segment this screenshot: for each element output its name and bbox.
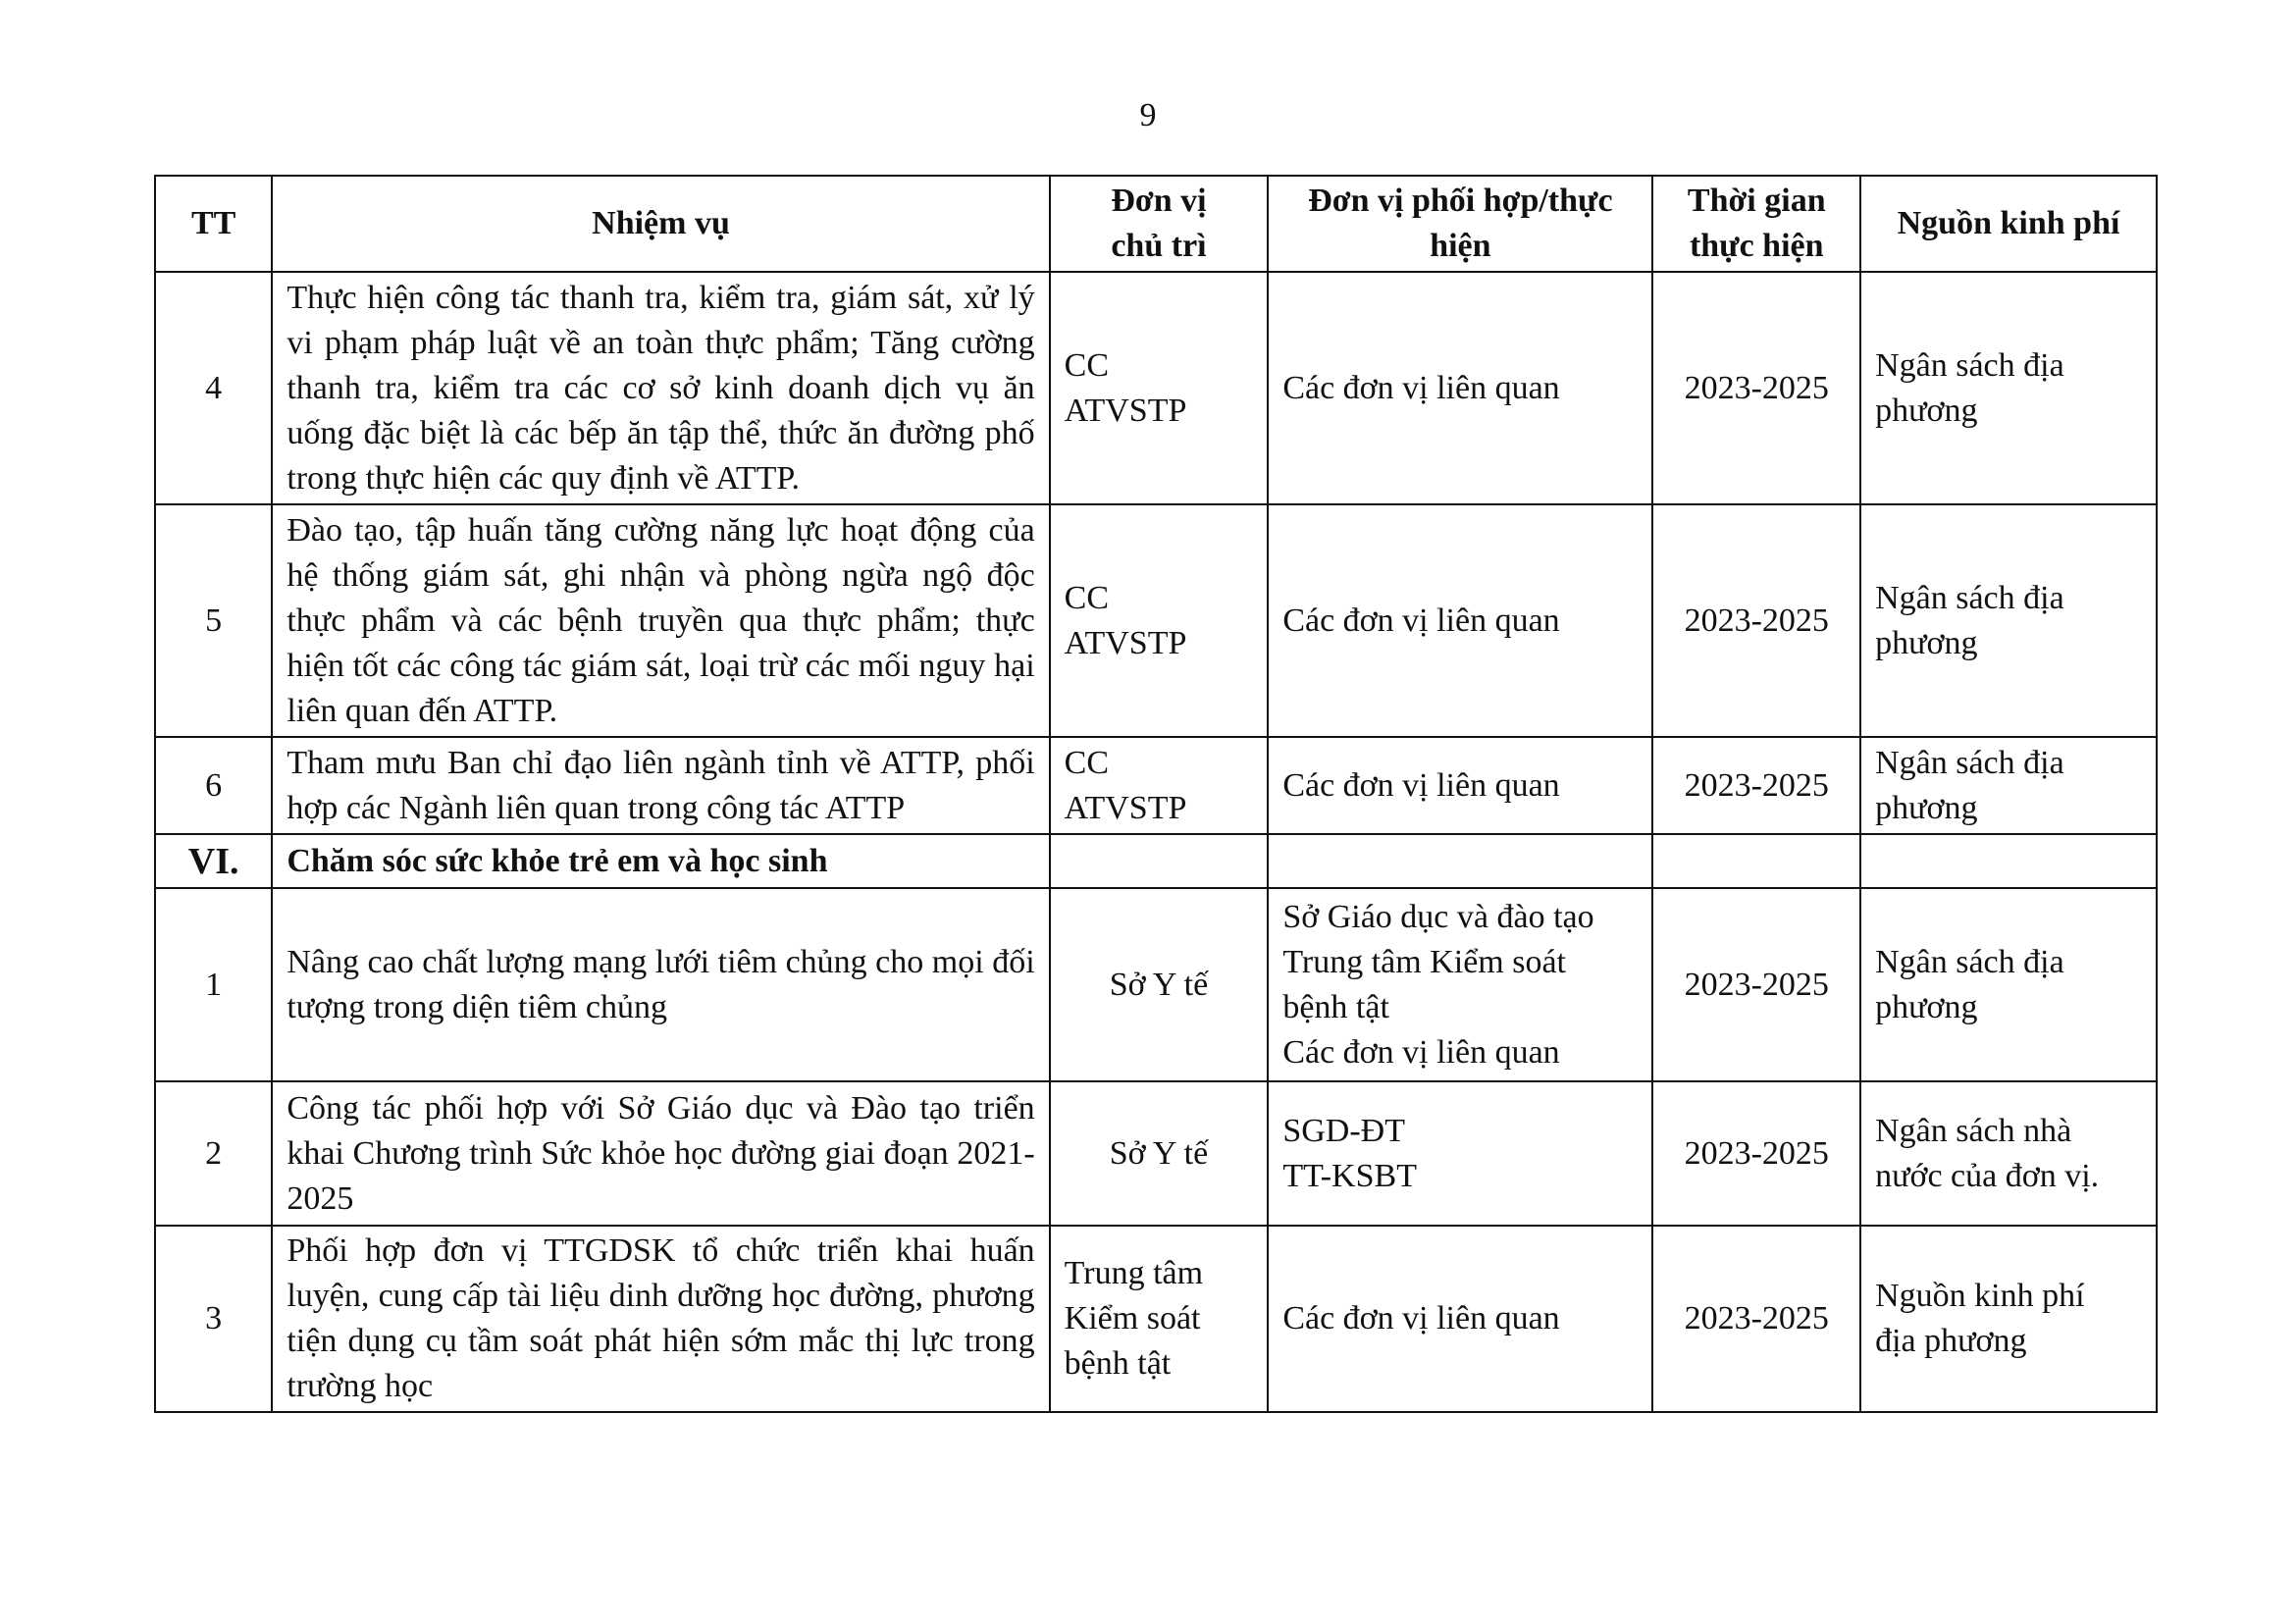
header-partner [1268,176,1652,272]
row-lead-line: Sở Y tế [1109,966,1209,1003]
row-lead [1050,1081,1269,1226]
header-lead [1050,176,1269,272]
row-lead-line: ATVSTP [1064,392,1187,429]
row-tt: 2 [155,1081,272,1226]
row-partner-line: TT-KSBT [1282,1157,1417,1194]
row-funding [1860,737,2157,834]
row-tt: 4 [155,272,272,504]
table-row [155,1081,2157,1226]
row-funding-line: phương [1875,392,1978,429]
row-lead [1050,737,1269,834]
empty-cell [1050,834,1269,888]
row-funding-line: nước của đơn vị. [1875,1157,2100,1194]
row-task: Công tác phối hợp với Sở Giáo dục và Đào tạo triển khai Chương trình Sức khỏe học đường giai đoạn 2021-2025 [272,1081,1049,1226]
row-partner-line: Sở Giáo dục và đào tạo [1282,898,1594,935]
row-lead-line: ATVSTP [1064,624,1187,661]
row-time: 2023-2025 [1652,272,1860,504]
row-lead [1050,1226,1269,1412]
row-partner-line: Các đơn vị liên quan [1282,766,1560,804]
row-lead-line: CC [1064,579,1110,616]
row-partner [1268,737,1652,834]
row-task: Tham mưu Ban chỉ đạo liên ngành tỉnh về ATTP, phối hợp các Ngành liên quan trong công tác ATTP [272,737,1049,834]
row-partner-line: Các đơn vị liên quan [1282,1033,1560,1071]
row-partner-line: bệnh tật [1282,988,1389,1025]
row-funding-line: Ngân sách địa [1875,579,2064,616]
header-partner-line: hiện [1430,228,1491,264]
header-partner-line: Đơn vị phối hợp/thực [1308,183,1613,219]
empty-cell [1860,834,2157,888]
row-partner-line: Các đơn vị liên quan [1282,602,1560,639]
section-row [155,834,2157,888]
row-lead [1050,888,1269,1081]
row-funding-line: địa phương [1875,1323,2027,1359]
row-funding [1860,1081,2157,1226]
row-partner [1268,504,1652,737]
row-partner [1268,272,1652,504]
row-partner-line: Các đơn vị liên quan [1282,369,1560,406]
row-funding [1860,272,2157,504]
header-tt: TT [155,176,272,272]
row-lead-line: bệnh tật [1064,1345,1172,1382]
row-funding-line: phương [1875,789,1978,826]
row-lead-line: CC [1064,744,1110,781]
row-tt: 3 [155,1226,272,1412]
row-task: Phối hợp đơn vị TTGDSK tổ chức triển khai huấn luyện, cung cấp tài liệu dinh dưỡng học đường, phương tiện dụng cụ tầm soát phát hiện sớm mắc thị lực trong trường học [272,1226,1049,1412]
row-partner-line: Trung tâm Kiểm soát [1282,943,1566,980]
row-lead-line: Sở Y tế [1109,1134,1209,1172]
row-funding-line: phương [1875,988,1978,1025]
row-lead [1050,272,1269,504]
table-row [155,504,2157,737]
row-tt: 1 [155,888,272,1081]
header-lead-line: chủ trì [1111,228,1207,264]
row-partner [1268,1226,1652,1412]
row-time: 2023-2025 [1652,504,1860,737]
row-time: 2023-2025 [1652,1081,1860,1226]
header-lead-line: Đơn vị [1111,183,1207,219]
row-funding-line: Ngân sách địa [1875,943,2064,980]
row-tt: 6 [155,737,272,834]
row-partner [1268,1081,1652,1226]
row-task: Thực hiện công tác thanh tra, kiểm tra, giám sát, xử lý vi phạm pháp luật về an toàn thực phẩm; Tăng cường thanh tra, kiểm tra các cơ sở kinh doanh dịch vụ ăn uống đặc biệt là các bếp ăn tập thể, thức ăn đường phố trong thực hiện các quy định về ATTP. [272,272,1049,504]
table-row [155,737,2157,834]
page-number: 9 [1139,97,1157,133]
header-row [155,176,2157,272]
row-lead [1050,504,1269,737]
header-task: Nhiệm vụ [272,176,1049,272]
row-funding [1860,504,2157,737]
row-partner-line: SGD-ĐT [1282,1112,1405,1149]
row-partner-line: Các đơn vị liên quan [1282,1300,1560,1336]
section-number: VI. [155,834,272,888]
row-task: Đào tạo, tập huấn tăng cường năng lực hoạt động của hệ thống giám sát, ghi nhận và phòng ngừa ngộ độc thực phẩm và các bệnh truyền qua thực phẩm; thực hiện tốt các công tác giám sát, loại trừ các mối nguy hại liên quan đến ATTP. [272,504,1049,737]
header-time-line: Thời gian [1687,183,1826,219]
row-tt: 5 [155,504,272,737]
section-title: Chăm sóc sức khỏe trẻ em và học sinh [272,834,1049,888]
row-lead-line: CC [1064,346,1110,384]
row-time: 2023-2025 [1652,1226,1860,1412]
row-funding-line: Ngân sách nhà [1875,1112,2072,1149]
row-task: Nâng cao chất lượng mạng lưới tiêm chủng cho mọi đối tượng trong diện tiêm chủng [272,888,1049,1081]
row-time: 2023-2025 [1652,737,1860,834]
empty-cell [1652,834,1860,888]
table-row [155,1226,2157,1412]
row-funding-line: phương [1875,624,1978,661]
header-funding: Nguồn kinh phí [1860,176,2157,272]
row-funding-line: Ngân sách địa [1875,346,2064,384]
row-funding [1860,888,2157,1081]
row-funding-line: Nguồn kinh phí [1875,1278,2085,1314]
table-row [155,272,2157,504]
header-time [1652,176,1860,272]
row-partner [1268,888,1652,1081]
header-time-line: thực hiện [1689,228,1824,264]
row-funding [1860,1226,2157,1412]
plan-table [154,175,2158,1413]
empty-cell [1268,834,1652,888]
row-time: 2023-2025 [1652,888,1860,1081]
table-row [155,888,2157,1081]
row-lead-line: Trung tâm [1064,1255,1204,1291]
row-funding-line: Ngân sách địa [1875,744,2064,781]
row-lead-line: Kiểm soát [1064,1300,1201,1336]
row-lead-line: ATVSTP [1064,789,1187,826]
